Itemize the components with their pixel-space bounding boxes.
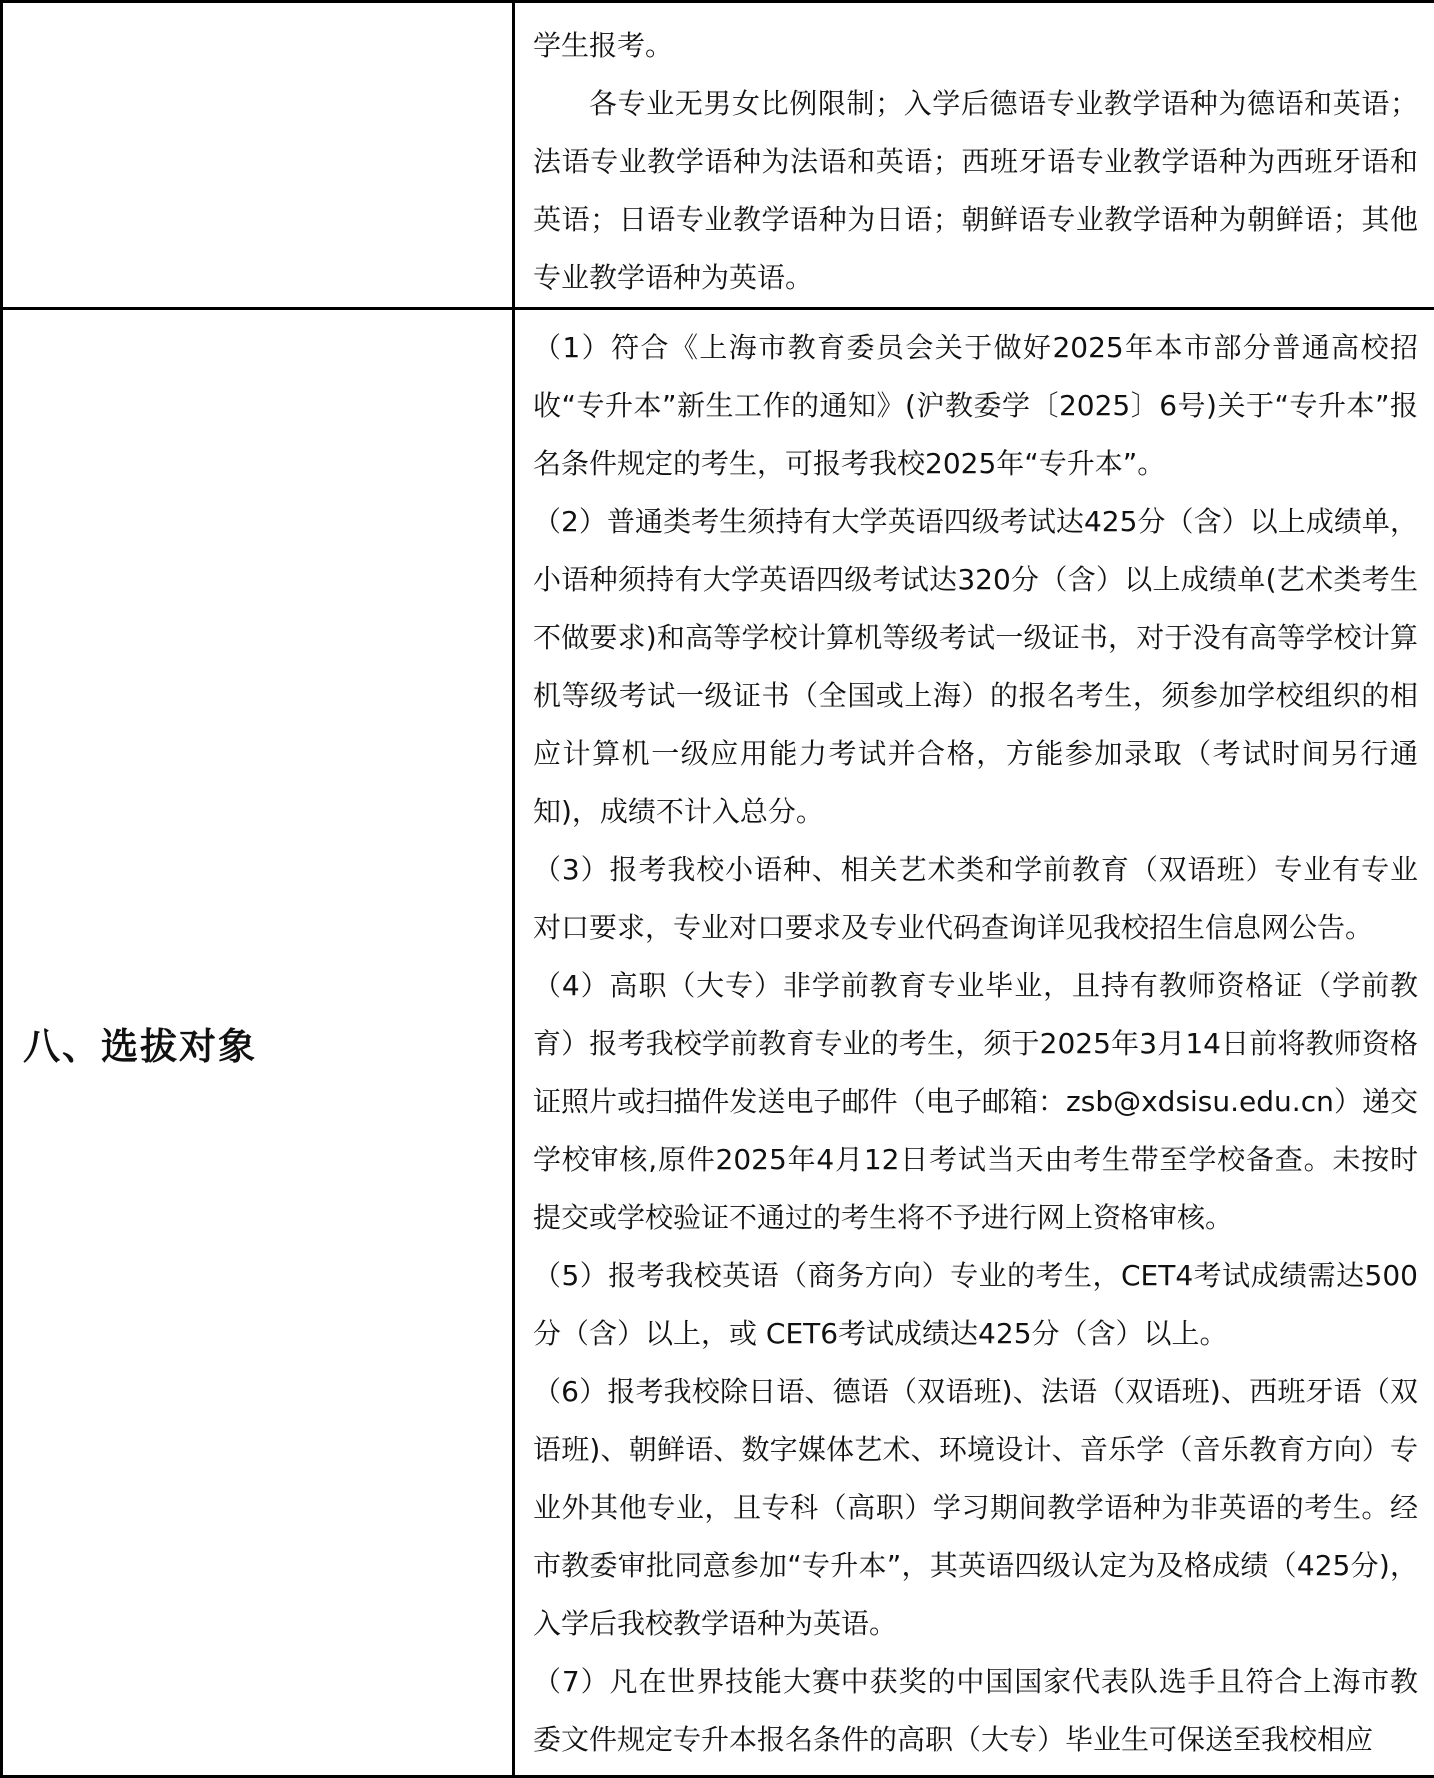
table-row-previous-section — [2, 2, 1434, 309]
list-item: （5）报考我校英语（商务方向）专业的考生，CET4考试成绩需达500分（含）以上，或 CET6考试成绩达425分（含）以上。 — [533, 1247, 1418, 1363]
list-item: （4）高职（大专）非学前教育专业毕业，且持有教师资格证（学前教育）报考我校学前教育专业的考生，须于2025年3月14日前将教师资格证照片或扫描件发送电子邮件（电子邮箱：zsb@xdsisu.edu.cn）递交学校审核,原件2025年4月12日考试当天由考生带至学校备查。未按时提交或学校验证不通过的考生将不予进行网上资格审核。 — [533, 957, 1418, 1247]
section-content-cell — [514, 309, 1434, 1777]
previous-section-content — [515, 3, 1434, 307]
section-content — [515, 310, 1434, 1769]
table-row-selection-targets — [2, 309, 1434, 1777]
list-item: （1）符合《上海市教育委员会关于做好2025年本市部分普通高校招收“专升本”新生工作的通知》(沪教委学〔2025〕6号)关于“专升本”报名条件规定的考生，可报考我校2025年“专升本”。 — [533, 319, 1418, 493]
paragraph: 学生报考。 — [533, 17, 1418, 75]
section-label-cell — [2, 309, 514, 1777]
list-item: （6）报考我校除日语、德语（双语班)、法语（双语班)、西班牙语（双语班)、朝鲜语、数字媒体艺术、环境设计、音乐学（音乐教育方向）专业外其他专业，且专科（高职）学习期间教学语种为非英语的考生。经市教委审批同意参加“专升本”，其英语四级认定为及格成绩（425分)，入学后我校教学语种为英语。 — [533, 1363, 1418, 1653]
list-item: （2）普通类考生须持有大学英语四级考试达425分（含）以上成绩单，小语种须持有大学英语四级考试达320分（含）以上成绩单(艺术类考生不做要求)和高等学校计算机等级考试一级证书，对于没有高等学校计算机等级考试一级证书（全国或上海）的报名考生，须参加学校组织的相应计算机一级应用能力考试并合格，方能参加录取（考试时间另行通知)，成绩不计入总分。 — [533, 493, 1418, 841]
paragraph: 各专业无男女比例限制；入学后德语专业教学语种为德语和英语；法语专业教学语种为法语和英语；西班牙语专业教学语种为西班牙语和英语；日语专业教学语种为日语；朝鲜语专业教学语种为朝鲜语；其他专业教学语种为英语。 — [533, 75, 1418, 307]
list-item: （3）报考我校小语种、相关艺术类和学前教育（双语班）专业有专业对口要求，专业对口要求及专业代码查询详见我校招生信息网公告。 — [533, 841, 1418, 957]
previous-section-content-cell — [514, 2, 1434, 309]
previous-section-label-cell — [2, 2, 514, 309]
list-item: （7）凡在世界技能大赛中获奖的中国国家代表队选手且符合上海市教委文件规定专升本报名条件的高职（大专）毕业生可保送至我校相应 — [533, 1653, 1418, 1769]
section-title: 八、选拔对象 — [3, 1016, 512, 1070]
